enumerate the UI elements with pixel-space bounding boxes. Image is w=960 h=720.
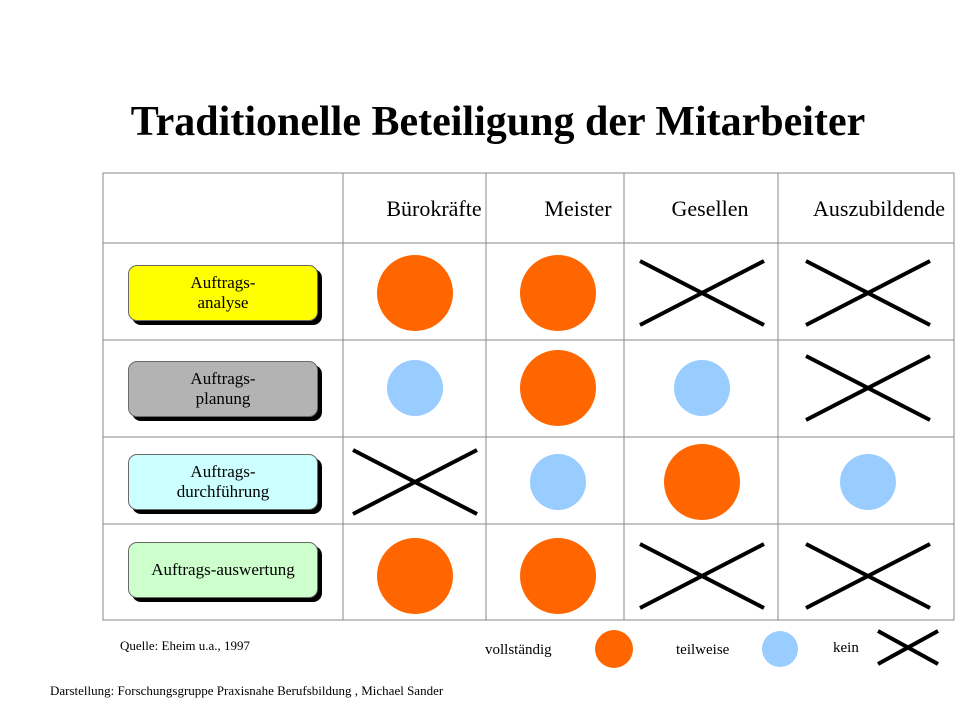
legend-none-cross-icon [878, 631, 938, 664]
legend-label-none: kein [833, 640, 859, 656]
task-label-line2: durchführung [176, 482, 270, 501]
task-label-line2: analyse [197, 293, 249, 312]
legend-label-full: vollständig [485, 642, 552, 658]
task-label-line1: Auftrags- [190, 462, 256, 481]
task-label-line2: planung [195, 389, 251, 408]
legend-label-partial: teilweise [676, 642, 730, 658]
credit-note: Darstellung: Forschungsgruppe Praxisnahe Berufsbildung , Michael Sander [50, 683, 444, 698]
column-header-gesellen: Gesellen [671, 196, 749, 221]
column-header-meister: Meister [544, 196, 612, 221]
task-label-line1: Auftrags-auswertung [151, 560, 295, 579]
column-header-auszubildende: Auszubildende [813, 196, 945, 221]
source-note: Quelle: Eheim u.a., 1997 [120, 638, 250, 653]
task-label-line1: Auftrags- [190, 273, 256, 292]
task-label-line1: Auftrags- [190, 369, 256, 388]
legend-full-dot-icon [595, 630, 633, 668]
legend-partial-dot-icon [762, 631, 798, 667]
page-title: Traditionelle Beteiligung der Mitarbeiter [130, 99, 866, 145]
column-header-buerokraefte: Bürokräfte [386, 196, 482, 221]
